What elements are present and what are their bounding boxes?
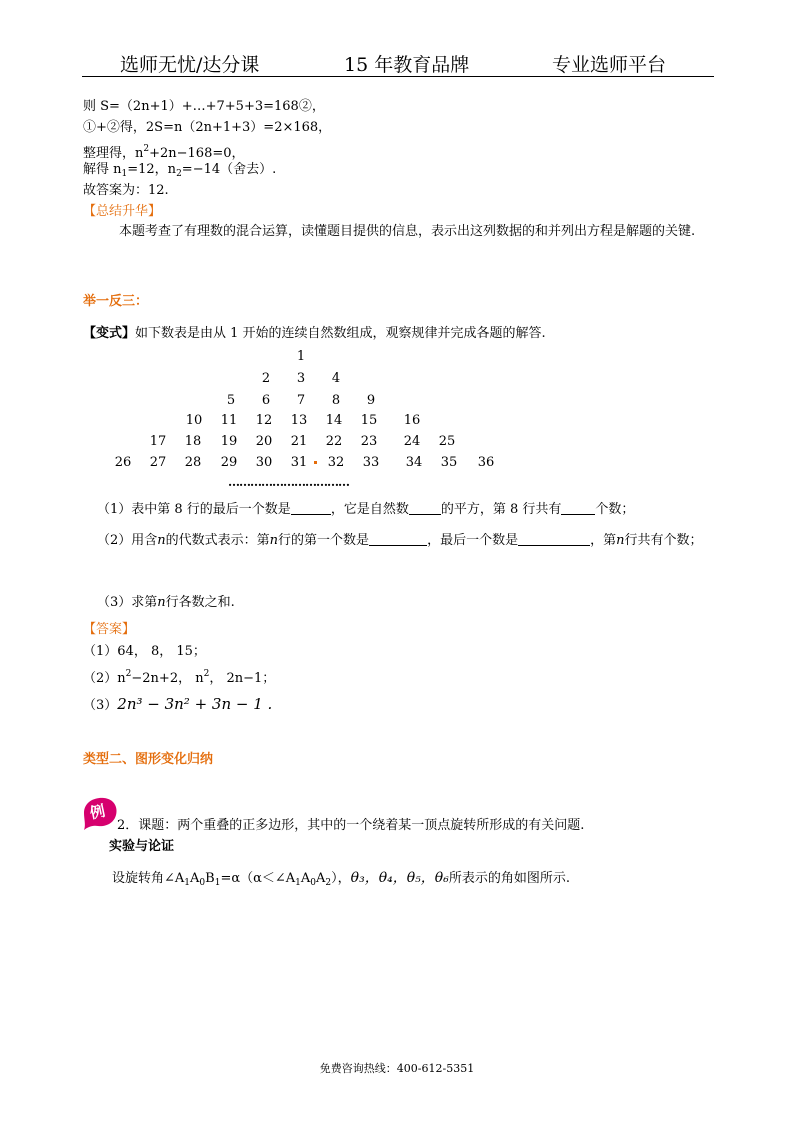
table-cell: 21: [290, 434, 308, 449]
page-header: [82, 46, 714, 77]
answer-title: 【答案】: [83, 622, 136, 637]
table-cell: 28: [184, 455, 202, 470]
example-badge: [80, 795, 120, 831]
summary-title: 【总结升华】: [83, 204, 162, 219]
theta-labels: θ₃，θ₄，θ₅，θ₆: [350, 870, 449, 886]
header-left: 选师无忧/达分课: [120, 54, 260, 76]
table-cell: 9: [366, 393, 376, 408]
example-line-1: 2．课题：两个重叠的正多边形，其中的一个绕着某一顶点旋转所形成的有关问题.: [117, 818, 585, 833]
header-right: 专业选师平台: [552, 54, 667, 76]
answer-1: （1）64， 8， 15；: [83, 644, 206, 659]
question-3: （3）求第n行各数之和.: [97, 595, 235, 610]
summary-text: 本题考查了有理数的混合运算，读懂题目提供的信息，表示出这列数据的和并列出方程是解题的关键.: [119, 224, 696, 239]
table-cell: 26: [114, 455, 132, 470]
answer-2: $(2)n^2-2n+2$， $n^2$， 2n−1；: [83, 669, 276, 686]
table-cell: 16: [403, 413, 421, 428]
table-ellipsis: ……………………………: [228, 475, 349, 489]
table-cell: 6: [261, 393, 271, 408]
example-line-3: 设旋转角$\angle A_1A_0B_1=\alpha(\alpha<\angle A_1A_0A_2)$，θ₃，θ₄，θ₅，θ₆所表示的角如图所示.: [112, 870, 570, 888]
q1-blank-1[interactable]: [291, 500, 331, 515]
table-cell: 35: [440, 455, 458, 470]
answer-3: （3）2n³ − 3n² + 3n − 1 .: [83, 695, 273, 713]
table-cell: 19: [220, 434, 238, 449]
table-cell: 13: [290, 413, 308, 428]
table-cell: 12: [255, 413, 273, 428]
table-cell: 11: [220, 413, 238, 428]
table-cell: 24: [403, 434, 421, 449]
table-dot-marker: [314, 461, 317, 464]
example-subtitle: 实验与论证: [109, 839, 175, 854]
table-cell: 25: [438, 434, 456, 449]
table-cell: 1: [296, 349, 306, 364]
practice-intro: 【变式】如下数表是由从 1 开始的连续自然数组成，观察规律并完成各题的解答.: [83, 326, 546, 341]
table-cell: 30: [255, 455, 273, 470]
table-cell: 17: [149, 434, 167, 449]
header-center: 15 年教育品牌: [344, 54, 470, 76]
table-cell: 10: [185, 413, 203, 428]
table-cell: 29: [220, 455, 238, 470]
practice-title: 举一反三：: [83, 294, 149, 309]
table-cell: 7: [296, 393, 306, 408]
table-cell: 31: [290, 455, 308, 470]
q2-blank-2[interactable]: [518, 531, 590, 546]
solution-line-2: ①+②得，2S=n（2n+1+3）=2×168，: [83, 120, 332, 135]
question-2: （2）用含n的代数式表示：第n行的第一个数是 ，最后一个数是 ，第n行共有个数；: [97, 533, 703, 548]
table-cell: 4: [331, 371, 341, 386]
footer-hotline: 免费咨询热线：400-612-5351: [319, 1062, 475, 1075]
example-badge-label: 例: [88, 801, 107, 823]
table-cell: 18: [184, 434, 202, 449]
table-cell: 34: [405, 455, 423, 470]
table-cell: 36: [477, 455, 495, 470]
solution-line-4: 解得 $n_1=12$，$n_2=-14$（舍去）.: [83, 162, 277, 179]
table-cell: 8: [331, 393, 341, 408]
solution-line-3: 整理得，$n^2+2n-168=0$，: [83, 144, 245, 161]
q1-blank-3[interactable]: [561, 500, 595, 515]
q1-blank-2[interactable]: [409, 500, 441, 515]
solution-line-5: 故答案为：12.: [83, 183, 169, 198]
table-cell: 14: [325, 413, 343, 428]
table-cell: 32: [327, 455, 345, 470]
table-cell: 27: [149, 455, 167, 470]
table-cell: 15: [360, 413, 378, 428]
table-cell: 23: [360, 434, 378, 449]
table-cell: 33: [362, 455, 380, 470]
answer-3-expression: 2n³ − 3n² + 3n − 1 .: [117, 695, 273, 713]
q2-blank-1[interactable]: [369, 531, 427, 546]
question-1: （1）表中第 8 行的最后一个数是 ，它是自然数 的平方，第 8 行共有 个数；: [97, 502, 635, 517]
section-type-2-title: 类型二、图形变化归纳: [83, 752, 214, 767]
table-cell: 5: [226, 393, 236, 408]
table-cell: 22: [325, 434, 343, 449]
table-cell: 3: [296, 371, 306, 386]
solution-line-1: 则 S=（2n+1）+…+7+5+3=168②，: [83, 99, 325, 114]
table-cell: 20: [255, 434, 273, 449]
table-cell: 2: [261, 371, 271, 386]
